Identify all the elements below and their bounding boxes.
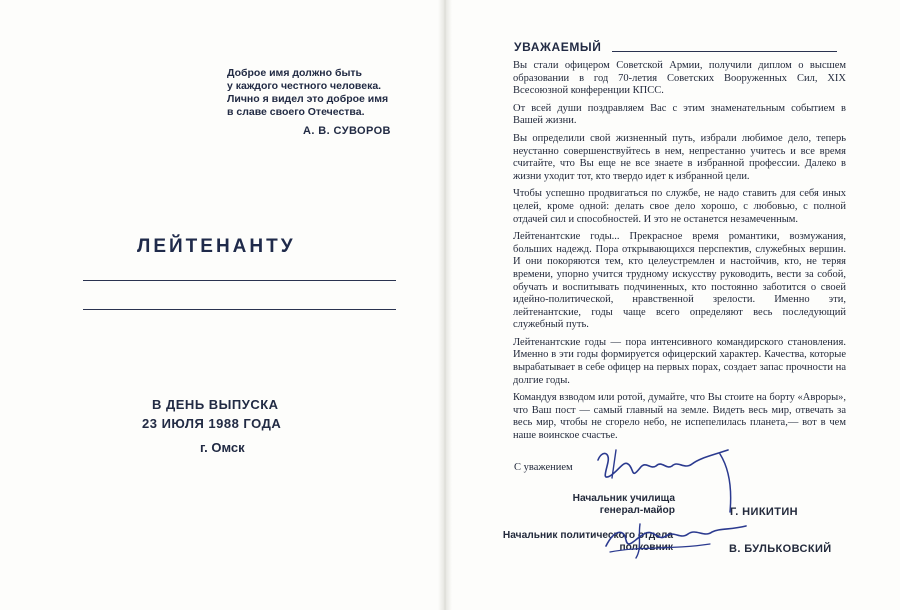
epigraph-line: у каждого честного человека. — [227, 80, 382, 92]
letter-paragraph: Командуя взводом или ротой, думайте, что Вы стоите на борту «Авроры», что Ваш пост — самый главный на земле. Видеть весь мир, отвечать за весь мир, чтобы не сгорело небо, не испепелилась планета,— вот в чем наше воинское счастье. — [513, 392, 846, 442]
epigraph — [227, 67, 427, 119]
signature-stroke — [720, 454, 731, 512]
signatory-2-name: В. БУЛЬКОВСКИЙ — [729, 543, 832, 555]
letter-paragraph: От всей души поздравляем Вас с этим знаменательным событием в Вашей жизни. — [513, 102, 846, 127]
letter-paragraph: Лейтенантские годы... Прекрасное время романтики, возмужания, больших надежд. Пора открывающихся перспектив, служебных вершин. И они покоряются тем, кто целеустремлен и настойчив, кто, не теряя времени, упорно учится трудному искусству руководить, вести за собой, обучать и воспитывать подчиненных, кто постоянно заботится о своей идейно-политической, нравственной зрелости. Именно эти, лейтенантские, годы чаще всего определяют весь последующий служебный путь. — [513, 231, 846, 331]
signatory-1-rank: генерал-майор — [599, 505, 675, 516]
signature-stroke — [606, 526, 746, 546]
epigraph-line: Лично я видел это доброе имя — [227, 93, 389, 105]
signature-stroke — [636, 524, 640, 558]
handwritten-signature-2 — [600, 516, 750, 560]
epigraph-line: в славе своего Отечества. — [227, 106, 365, 118]
letter-body — [513, 60, 846, 448]
signatory-1-position: Начальник училища — [572, 493, 675, 504]
epigraph-line: Доброе имя должно быть — [227, 67, 363, 79]
signature-stroke — [610, 544, 710, 552]
signatory-2-rank: полковник — [619, 542, 673, 553]
graduation-line-1: В ДЕНЬ ВЫПУСКА — [152, 397, 279, 412]
letter-paragraph: Вы определили свой жизненный путь, избрали любимое дело, теперь неустанно совершенствуйтесь в нем, непрестанно учитесь и все время считайте, что Вы еще не все знаете в избранной профессии. Далеко в жизни уходит тот, кто твердо идет к избранной цели. — [513, 132, 846, 182]
recipient-title: ЛЕЙТЕНАНТУ — [137, 236, 296, 257]
epigraph-author: А. В. СУВОРОВ — [303, 125, 391, 137]
graduation-date — [142, 395, 281, 433]
signatory-1-name: Г. НИКИТИН — [730, 506, 799, 518]
signature-stroke — [598, 450, 728, 477]
salutation: УВАЖАЕМЫЙ — [514, 40, 602, 54]
handwritten-signature-1 — [580, 440, 750, 520]
closing: С уважением — [514, 462, 573, 473]
graduation-city: г. Омск — [200, 440, 245, 455]
signatory-2-position: Начальник политического отдела — [502, 530, 673, 541]
name-blank-line-1 — [83, 280, 396, 281]
graduation-line-2: 23 ИЮЛЯ 1988 ГОДА — [142, 416, 282, 431]
salutation-blank-line — [612, 51, 837, 52]
name-blank-line-2 — [83, 309, 396, 310]
letter-paragraph: Вы стали офицером Советской Армии, получили диплом о высшем образовании в год 70-летия Советских Вооруженных Сил, XIX Всесоюзной конференции КПСС. — [513, 60, 846, 97]
letter-paragraph: Лейтенантские годы — пора интенсивного командирского становления. Именно в эти годы формируется офицерский характер. Качества, которые вырабатывает в себе офицер на первых порах, создает запас прочности на долгие годы. — [513, 336, 846, 386]
letter-paragraph: Чтобы успешно продвигаться по службе, не надо ставить для себя иных целей, кроме одной: делать свое дело хорошо, с любовью, с полной отдачей сил и способностей. И это не останется незамеченным. — [513, 188, 846, 225]
